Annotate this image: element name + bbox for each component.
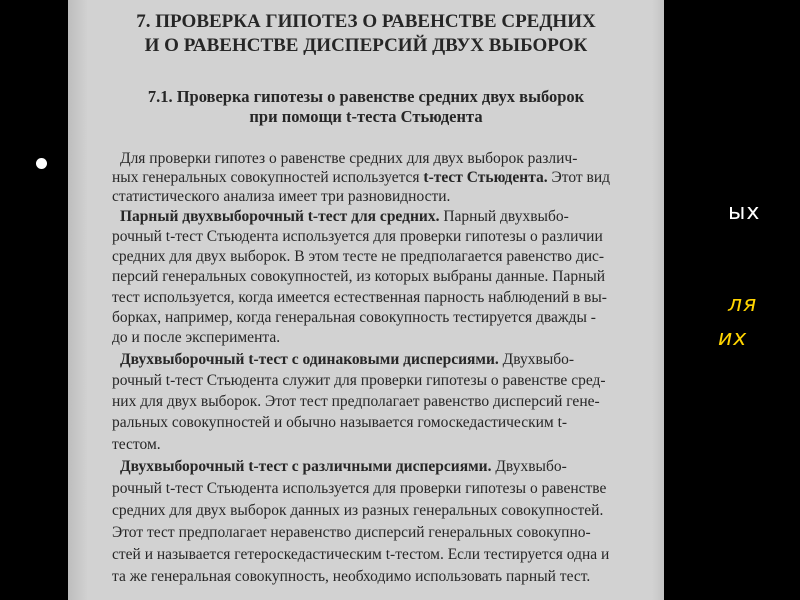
text-line: тестом. (112, 436, 161, 453)
section-title-line-2: при помощи t-теста Стьюдента (249, 107, 483, 126)
text-line: них для двух выборок. Этот тест предполагает равенство дисперсий гене- (112, 393, 600, 410)
text-line: рочный t-тест Стьюдента используется для проверки гипотезы о равенстве (112, 480, 607, 497)
text-line: стей и называется гетероскедастическим t-тестом. Если тестируется одна и (112, 546, 610, 563)
slide-text-fragment-1: ых (728, 200, 761, 225)
text-run-bold: Двухвыборочный t-тест с одинаковыми дисперсиями. (120, 351, 499, 368)
text-line: ральных совокупностей и обычно называется гомоскедастическим t- (112, 414, 568, 431)
text-line: средних для двух выборок данных из разных генеральных совокупностей. (112, 502, 604, 519)
text-line: Для проверки гипотез о равенстве средних для двух выборок различ- (120, 150, 578, 167)
section-title-line-1: 7.1. Проверка гипотезы о равенстве средних двух выборок (147, 87, 585, 106)
slide-text-fragment-3: их (718, 326, 748, 351)
text-run-bold: t-тест Стьюдента. (423, 169, 548, 186)
text-line: персий генеральных совокупностей, из которых выбраны данные. Парный (112, 268, 606, 285)
text-run: Этот вид (547, 169, 611, 186)
text-line: рочный t-тест Стьюдента служит для проверки гипотезы о равенстве сред- (112, 372, 606, 389)
text-line (120, 458, 658, 476)
text-run: ных генеральных совокупностей используется (112, 169, 424, 186)
text-line: та же генеральная совокупность, необходимо использовать парный тест. (112, 568, 591, 585)
bullet-dot (36, 158, 47, 169)
text-line: борках, например, когда генеральная совокупность тестируется дважды - (112, 309, 596, 326)
text-line: рочный t-тест Стьюдента используется для проверки гипотезы о различии (112, 228, 603, 245)
text-run-bold: Двухвыборочный t-тест с различными дисперсиями. (120, 458, 492, 475)
text-line: средних для двух выборок. В этом тесте не предполагается равенство дис- (112, 248, 605, 265)
chapter-title-line-1: 7. ПРОВЕРКА ГИПОТЕЗ О РАВЕНСТВЕ СРЕДНИХ (136, 11, 596, 32)
slide-text-fragment-2: ля (728, 292, 758, 317)
text-run-bold: Парный двухвыборочный t-тест для средних. (120, 208, 440, 225)
chapter-title-line-2: И О РАВЕНСТВЕ ДИСПЕРСИЙ ДВУХ ВЫБОРОК (144, 35, 588, 56)
text-line (120, 208, 658, 226)
scanned-book-page (68, 0, 664, 600)
text-line (112, 169, 650, 187)
text-run: Двухвыбо- (498, 351, 575, 368)
text-run: Двухвыбо- (491, 458, 567, 475)
text-line (120, 351, 658, 369)
text-run: Парный двухвыбо- (439, 208, 569, 225)
text-line: до и после эксперимента. (112, 329, 281, 346)
text-line: тест используется, когда имеется естественная парность наблюдений в вы- (112, 289, 607, 306)
text-line: статистического анализа имеет три разновидности. (112, 188, 451, 205)
text-line: Этот тест предполагает неравенство дисперсий генеральных совокупно- (112, 524, 591, 541)
